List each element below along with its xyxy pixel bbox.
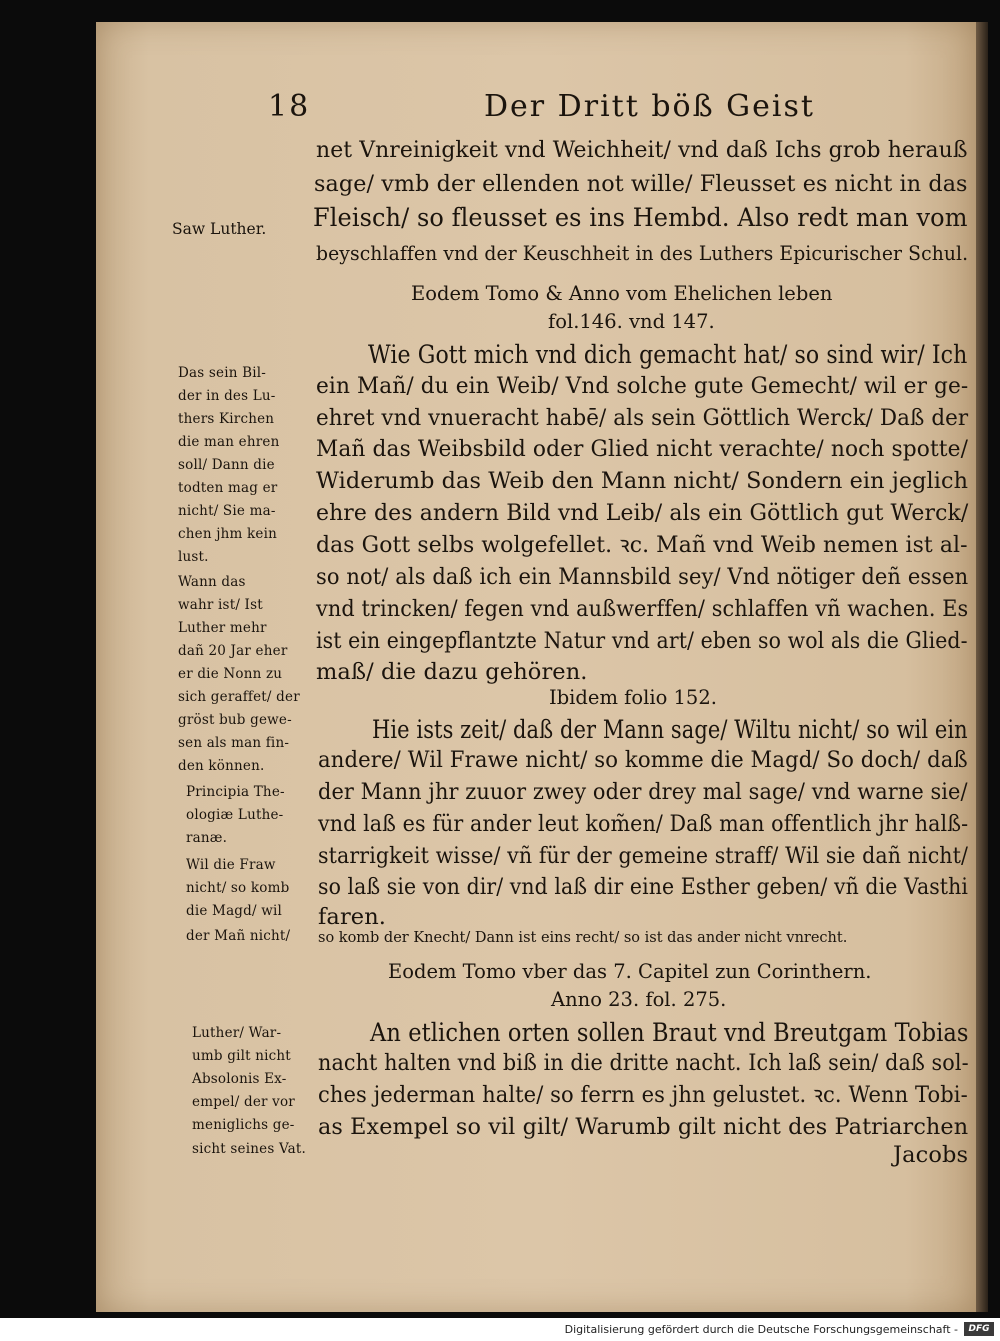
body-line: faren. bbox=[318, 904, 387, 930]
margin-note: soll/ Dann die bbox=[178, 457, 275, 473]
margin-note: todten mag er bbox=[178, 480, 278, 496]
margin-note: nicht/ so komb bbox=[186, 880, 290, 896]
margin-note: sich geraffet/ der bbox=[178, 689, 300, 705]
body-line: net Vnreinigkeit vnd Weichheit/ vnd daß Ichs grob herauß bbox=[316, 137, 968, 163]
margin-note: wahr ist/ Ist bbox=[178, 597, 263, 613]
margin-note: den können. bbox=[178, 758, 265, 774]
body-line: maß/ die dazu gehören. bbox=[316, 659, 588, 685]
margin-note: empel/ der vor bbox=[192, 1094, 295, 1110]
margin-note: sen als man fin- bbox=[178, 735, 290, 751]
margin-note: Luther/ War- bbox=[192, 1025, 282, 1041]
body-line: ches jederman halte/ so ferrn es jhn gelustet. ꝛc. Wenn Tobi- bbox=[318, 1082, 968, 1108]
section-heading: Anno 23. fol. 275. bbox=[551, 988, 727, 1011]
body-line: der Mann jhr zuuor zwey oder drey mal sage/ vnd warne sie/ bbox=[318, 779, 968, 805]
margin-note: Principia The- bbox=[186, 784, 285, 800]
margin-note: ranæ. bbox=[186, 830, 228, 846]
body-line: nacht halten vnd biß in die dritte nacht. Ich laß sein/ daß sol- bbox=[318, 1050, 969, 1076]
body-line: ist ein eingepflantzte Natur vnd art/ eben so wol als die Glied- bbox=[316, 628, 968, 654]
body-line: das Gott selbs wolgefellet. ꝛc. Mañ vnd Weib nemen ist al- bbox=[316, 532, 968, 558]
margin-note: die Magd/ wil bbox=[186, 903, 283, 919]
body-line: so komb der Knecht/ Dann ist eins recht/ so ist das ander nicht vnrecht. bbox=[318, 930, 848, 946]
body-line: ehret vnd vnueracht habē/ als sein Göttlich Werck/ Daß der bbox=[316, 405, 969, 431]
margin-note: dañ 20 Jar eher bbox=[178, 643, 288, 659]
body-line: Mañ das Weibsbild oder Glied nicht verachte/ noch spotte/ bbox=[316, 436, 968, 462]
margin-note: Saw Luther. bbox=[172, 220, 267, 238]
margin-note: Absolonis Ex- bbox=[192, 1071, 287, 1087]
body-line: as Exempel so vil gilt/ Warumb gilt nicht des Patriarchen bbox=[318, 1114, 969, 1140]
margin-note: die man ehren bbox=[178, 434, 280, 450]
margin-note: ologiæ Luthe- bbox=[186, 807, 284, 823]
margin-note: er die Nonn zu bbox=[178, 666, 283, 682]
margin-note: meniglichs ge- bbox=[192, 1117, 295, 1133]
margin-note: Das sein Bil- bbox=[178, 365, 267, 381]
body-line: sage/ vmb der ellenden not wille/ Fleusset es nicht in das bbox=[314, 171, 968, 197]
margin-note: nicht/ Sie ma- bbox=[178, 503, 276, 519]
catchword: Jacobs bbox=[893, 1142, 969, 1168]
body-line: Widerumb das Weib den Mann nicht/ Sondern ein jeglich bbox=[316, 468, 969, 494]
body-line: Wie Gott mich vnd dich gemacht hat/ so sind wir/ Ich bbox=[368, 340, 968, 369]
margin-note: chen jhm kein bbox=[178, 526, 277, 542]
margin-note: Wann das bbox=[178, 574, 246, 590]
margin-note: lust. bbox=[178, 549, 209, 565]
margin-note: Luther mehr bbox=[178, 620, 267, 636]
dfg-logo: DFG bbox=[964, 1322, 994, 1336]
margin-note: sicht seines Vat. bbox=[192, 1141, 307, 1157]
footer-bar bbox=[0, 1318, 1000, 1341]
body-line: so laß sie von dir/ vnd laß dir eine Esther geben/ vñ die Vasthi bbox=[318, 874, 968, 900]
body-line: beyschlaffen vnd der Keuschheit in des Luthers Epicurischer Schul. bbox=[316, 241, 969, 265]
section-heading: Eodem Tomo vber das 7. Capitel zun Corinthern. bbox=[388, 960, 872, 983]
page-number: 18 bbox=[268, 89, 311, 124]
body-line: Fleisch/ so fleusset es ins Hembd. Also redt man vom bbox=[313, 203, 968, 232]
body-line: starrigkeit wisse/ vñ für der gemeine straff/ Wil sie dañ nicht/ bbox=[318, 843, 969, 869]
margin-note: gröst bub gewe- bbox=[178, 712, 292, 728]
body-line: andere/ Wil Frawe nicht/ so komme die Magd/ So doch/ daß bbox=[318, 747, 968, 773]
page-edge bbox=[976, 22, 988, 1312]
body-line: so not/ als daß ich ein Mannsbild sey/ Vnd nötiger deñ essen bbox=[316, 564, 969, 590]
margin-note: Wil die Fraw bbox=[186, 857, 276, 873]
body-line: ein Mañ/ du ein Weib/ Vnd solche gute Gemecht/ wil er ge- bbox=[316, 373, 969, 399]
body-line: vnd laß es für ander leut kom̃en/ Daß man offentlich jhr halß- bbox=[318, 811, 969, 837]
margin-note: thers Kirchen bbox=[178, 411, 275, 427]
margin-note: der Mañ nicht/ bbox=[186, 928, 291, 944]
section-heading: fol.146. vnd 147. bbox=[548, 310, 715, 333]
body-line: An etlichen orten sollen Braut vnd Breutgam Tobias bbox=[370, 1018, 969, 1047]
body-line: Hie ists zeit/ daß der Mann sage/ Wiltu nicht/ so wil ein bbox=[372, 715, 968, 744]
body-line: ehre des andern Bild vnd Leib/ als ein Göttlich gut Werck/ bbox=[316, 500, 969, 526]
running-head: Der Dritt böß Geist bbox=[484, 89, 815, 124]
margin-note: umb gilt nicht bbox=[192, 1048, 291, 1064]
section-heading: Eodem Tomo & Anno vom Ehelichen leben bbox=[411, 282, 833, 305]
funding-note: Digitalisierung gefördert durch die Deutsche Forschungsgemeinschaft - bbox=[564, 1323, 958, 1336]
section-heading: Ibidem folio 152. bbox=[549, 686, 717, 709]
margin-note: der in des Lu- bbox=[178, 388, 276, 404]
body-line: vnd trincken/ fegen vnd außwerffen/ schlaffen vñ wachen. Es bbox=[316, 596, 969, 622]
